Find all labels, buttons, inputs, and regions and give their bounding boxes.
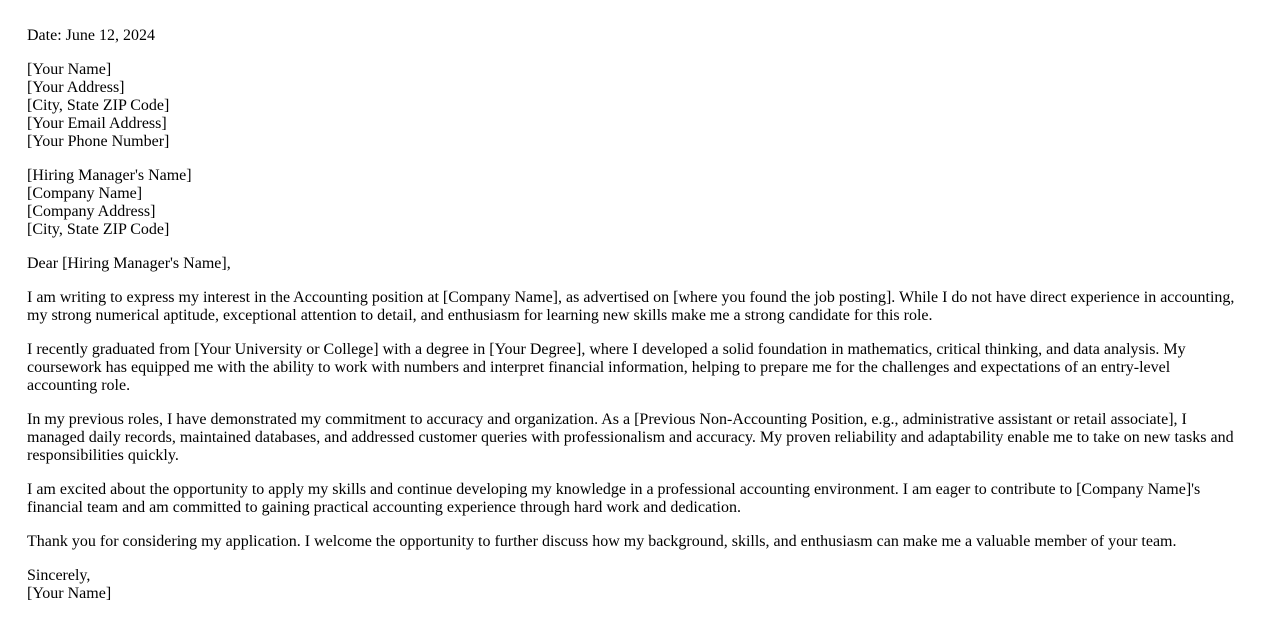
sender-city-line: [City, State ZIP Code]	[27, 97, 170, 114]
body-paragraph-education: I recently graduated from [Your University or College] with a degree in [Your Degree], where I developed a solid foundation in mathematics, critical thinking, and data analysis. My coursework has equipped me with the ability to work with numbers and interpret financial information, helping to prepare me for the challenges and expectations of an entry-level accounting role.	[27, 341, 1186, 394]
salutation-line: Dear [Hiring Manager's Name],	[27, 255, 231, 272]
sender-phone-line: [Your Phone Number]	[27, 133, 170, 150]
sender-address-line: [Your Address]	[27, 79, 125, 96]
body-paragraph-thanks: Thank you for considering my application. I welcome the opportunity to further discuss how my background, skills, and enthusiasm can make me a valuable member of your team.	[27, 533, 1177, 550]
sender-address-block	[27, 61, 1241, 151]
sender-name-line: [Your Name]	[27, 61, 112, 78]
closing-sincerely-line: Sincerely,	[27, 567, 91, 584]
recipient-name-line: [Hiring Manager's Name]	[27, 167, 192, 184]
recipient-address-block	[27, 167, 1241, 239]
body-paragraph-experience: In my previous roles, I have demonstrated my commitment to accuracy and organization. As a [Previous Non-Accounting Position, e.g., administrative assistant or retail associate], I managed daily records, maintained databases, and addressed customer queries with professionalism and accuracy. My proven reliability and adaptability enable me to take on new tasks and responsibilities quickly.	[27, 411, 1234, 464]
date-line: Date: June 12, 2024	[27, 27, 155, 44]
recipient-company-address-line: [Company Address]	[27, 203, 156, 220]
recipient-city-line: [City, State ZIP Code]	[27, 221, 170, 238]
cover-letter-document	[27, 27, 1241, 603]
sender-email-line: [Your Email Address]	[27, 115, 167, 132]
recipient-company-line: [Company Name]	[27, 185, 143, 202]
closing-signature-line: [Your Name]	[27, 585, 112, 602]
body-paragraph-interest: I am writing to express my interest in the Accounting position at [Company Name], as advertised on [where you found the job posting]. While I do not have direct experience in accounting, my strong numerical aptitude, exceptional attention to detail, and enthusiasm for learning new skills make me a strong candidate for this role.	[27, 289, 1235, 324]
closing-block	[27, 567, 1241, 603]
body-paragraph-enthusiasm: I am excited about the opportunity to apply my skills and continue developing my knowledge in a professional accounting environment. I am eager to contribute to [Company Name]'s financial team and am committed to gaining practical accounting experience through hard work and dedication.	[27, 481, 1201, 516]
